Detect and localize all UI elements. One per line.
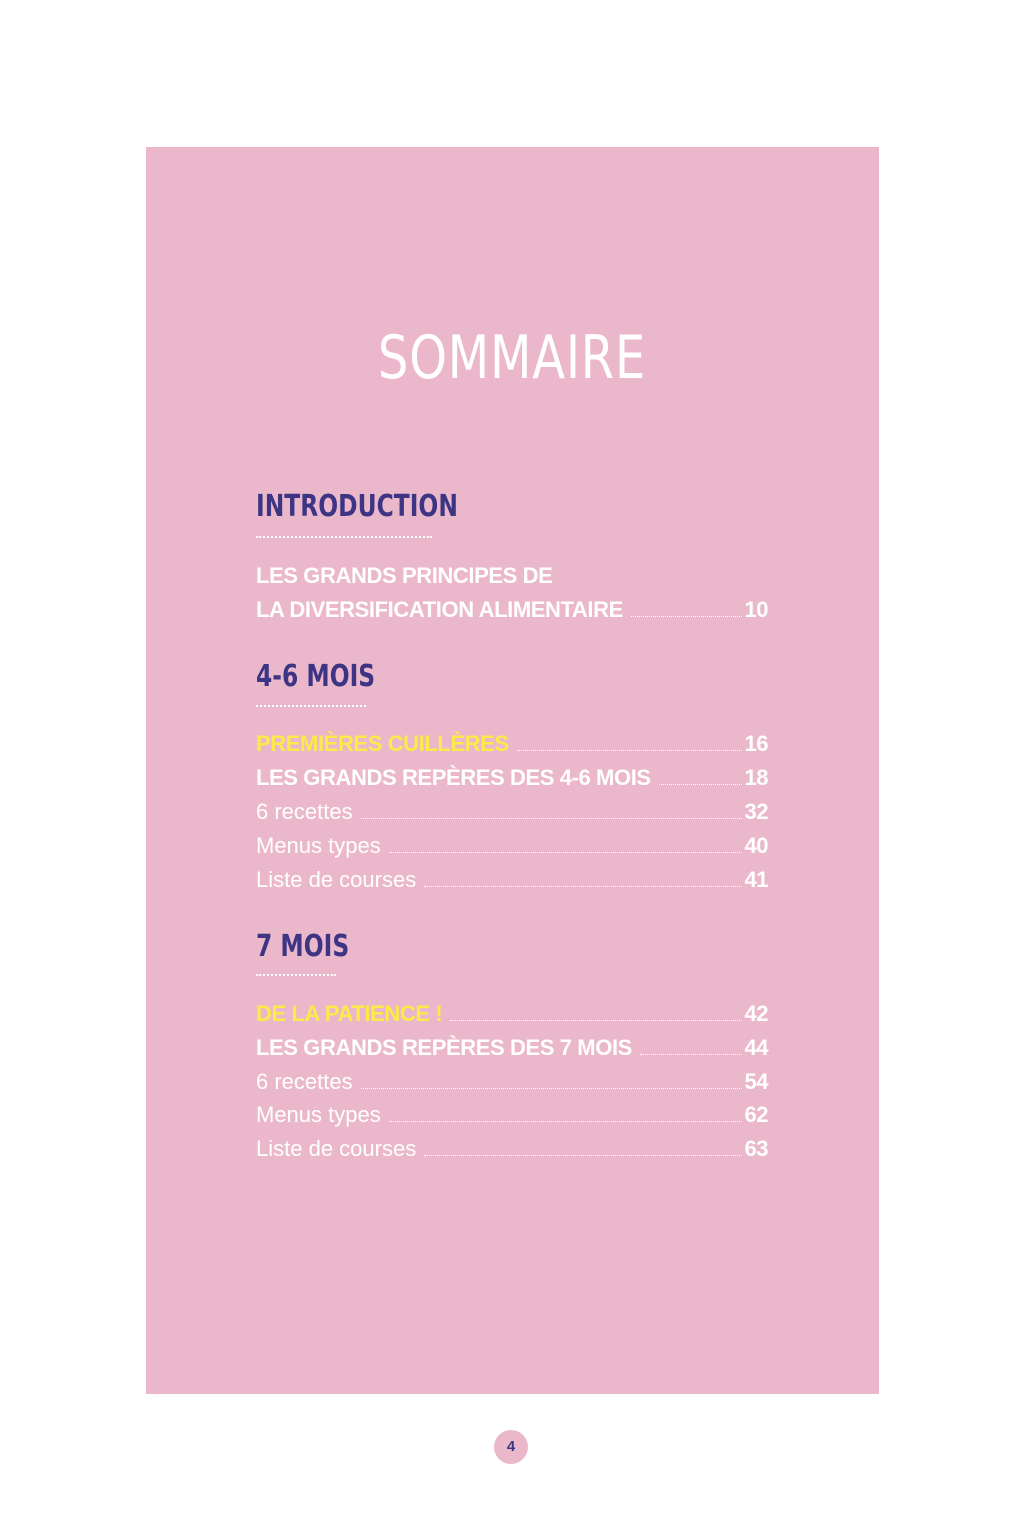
toc-entry-page: 16	[744, 731, 768, 756]
section-underline	[256, 974, 336, 976]
dot-leader	[450, 1020, 741, 1021]
toc-entry-page: 54	[744, 1069, 768, 1094]
page-number-badge: 4	[494, 1430, 528, 1464]
toc-entry-grands-reperes-7[interactable]	[256, 1034, 768, 1062]
toc-entry-page: 32	[744, 799, 768, 824]
dot-leader	[631, 616, 742, 617]
toc-entry-diversification[interactable]	[256, 596, 768, 624]
toc-entry-liste-de-courses[interactable]	[256, 866, 768, 894]
dot-leader	[424, 886, 741, 887]
section-underline	[256, 536, 432, 538]
toc-entry-page: 41	[744, 867, 768, 892]
toc-entry-menus-types[interactable]	[256, 832, 768, 860]
toc-entry-page: 63	[744, 1136, 768, 1161]
toc-entry-page: 62	[744, 1102, 768, 1127]
dot-leader	[659, 784, 742, 785]
toc-entry-recettes[interactable]	[256, 798, 768, 826]
toc-entry-label: DE LA PATIENCE !	[256, 1001, 443, 1026]
page-title: SOMMAIRE	[377, 323, 647, 393]
section-heading-7-mois: 7 MOIS	[256, 929, 350, 964]
toc-entry-label: 6 recettes	[256, 799, 353, 824]
toc-entry-label: LES GRANDS REPÈRES DES 4-6 MOIS	[256, 765, 651, 790]
dot-leader	[424, 1155, 741, 1156]
toc-entry-de-la-patience[interactable]	[256, 1000, 768, 1028]
toc-entry-page: 40	[744, 833, 768, 858]
toc-entry-line[interactable]: LES GRANDS PRINCIPES DE	[256, 563, 553, 588]
section-underline	[256, 705, 366, 707]
toc-entry-label: LES GRANDS REPÈRES DES 7 MOIS	[256, 1035, 632, 1060]
toc-entry-page: 18	[744, 765, 768, 790]
toc-entry-grands-reperes-4-6[interactable]	[256, 764, 768, 792]
toc-entry-label: PREMIÈRES CUILLÈRES	[256, 731, 509, 756]
toc-entry-page: 42	[744, 1001, 768, 1026]
toc-entry-label: Menus types	[256, 1102, 381, 1127]
toc-entry-page: 44	[744, 1035, 768, 1060]
dot-leader	[389, 1121, 742, 1122]
toc-entry-label: Menus types	[256, 833, 381, 858]
toc-entry-liste-de-courses[interactable]	[256, 1135, 768, 1163]
toc-entry-page: 10	[744, 597, 768, 622]
dot-leader	[361, 818, 742, 819]
toc-entry-label: Liste de courses	[256, 1136, 417, 1161]
toc-entry-recettes[interactable]	[256, 1068, 768, 1096]
toc-entry-premieres-cuilleres[interactable]	[256, 730, 768, 758]
toc-entry-label: 6 recettes	[256, 1069, 353, 1094]
dot-leader	[389, 852, 742, 853]
section-heading-4-6-mois: 4-6 MOIS	[256, 659, 376, 694]
toc-entry-menus-types[interactable]	[256, 1101, 768, 1129]
section-heading-introduction: INTRODUCTION	[256, 489, 458, 524]
toc-entry-label: LA DIVERSIFICATION ALIMENTAIRE	[256, 597, 623, 622]
dot-leader	[517, 750, 742, 751]
dot-leader	[361, 1088, 742, 1089]
toc-entry-label: Liste de courses	[256, 867, 417, 892]
dot-leader	[640, 1054, 742, 1055]
